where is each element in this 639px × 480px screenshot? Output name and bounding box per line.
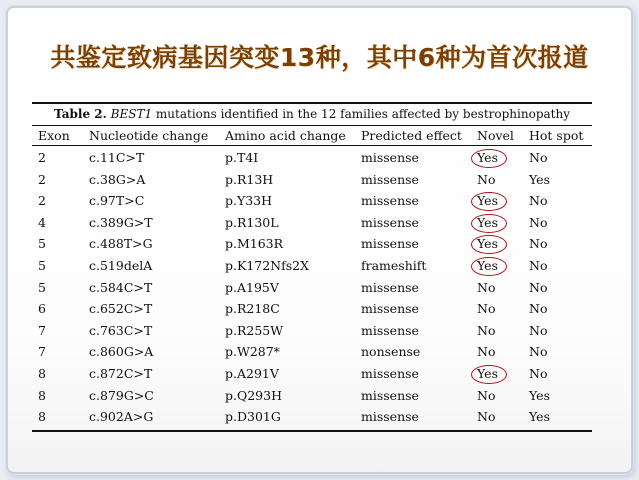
cell-novel: No (477, 301, 496, 317)
cell-nucleotide: c.389G>T (89, 214, 153, 230)
cell-amino: p.Q293H (225, 387, 282, 403)
cell-nucleotide: c.872C>T (89, 366, 153, 381)
cell-amino: p.K172Nfs2X (225, 258, 310, 273)
cell-amino: p.M163R (225, 236, 284, 252)
table-row (32, 385, 608, 407)
title-count-novel: 6 (417, 43, 436, 72)
cell-effect: nonsense (361, 344, 421, 360)
cell-amino: p.W287* (225, 344, 280, 360)
cell-exon: 8 (38, 409, 46, 425)
cell-effect: missense (361, 366, 419, 381)
cell-nucleotide: c.488T>G (89, 236, 153, 252)
cell-hotspot: No (529, 193, 548, 209)
title-part1: 共鉴定致病基因突变 (50, 43, 280, 72)
caption-text: mutations identified in the 12 families affected by bestrophinopathy (152, 107, 570, 121)
cell-effect: missense (361, 387, 419, 403)
header-nucleotide: Nucleotide change (89, 128, 209, 143)
table-row (32, 406, 608, 428)
cell-effect: missense (361, 301, 419, 317)
cell-exon: 2 (38, 193, 46, 209)
cell-novel-circled: Yes (477, 190, 498, 212)
cell-exon: 8 (38, 366, 46, 381)
cell-novel: No (477, 344, 496, 360)
cell-novel: No (477, 171, 496, 187)
cell-effect: missense (361, 322, 419, 338)
cell-novel: No (477, 409, 496, 425)
header-amino: Amino acid change (225, 128, 346, 143)
cell-effect: missense (361, 171, 419, 187)
table-row (32, 233, 608, 255)
cell-hotspot: No (529, 279, 548, 295)
table-row (32, 169, 608, 191)
cell-hotspot: No (529, 366, 548, 381)
cell-amino: p.Y33H (225, 193, 273, 209)
cell-hotspot: No (529, 301, 548, 317)
cell-novel: No (477, 279, 496, 295)
cell-amino: p.D301G (225, 409, 281, 425)
cell-exon: 7 (38, 322, 46, 338)
table-row (32, 298, 608, 320)
table-header-row (32, 126, 608, 145)
slide-title (0, 38, 639, 74)
cell-amino: p.R218C (225, 301, 280, 317)
cell-novel-circled: Yes (477, 147, 498, 169)
cell-nucleotide: c.38G>A (89, 171, 146, 187)
table-row (32, 277, 608, 299)
cell-exon: 2 (38, 150, 46, 165)
cell-hotspot: No (529, 322, 548, 338)
cell-nucleotide: c.11C>T (89, 150, 145, 165)
cell-hotspot: No (529, 214, 548, 230)
cell-nucleotide: c.902A>G (89, 409, 154, 425)
title-count-total: 13 (279, 43, 316, 72)
cell-amino: p.A195V (225, 279, 279, 295)
table-caption (32, 107, 592, 121)
cell-novel: No (477, 387, 496, 403)
table-row (32, 212, 608, 234)
table-row (32, 190, 608, 212)
cell-nucleotide: c.97T>C (89, 193, 145, 209)
table-row (32, 320, 608, 342)
table-row (32, 341, 608, 363)
cell-amino: p.R255W (225, 322, 284, 338)
table-row (32, 147, 608, 169)
header-hotspot: Hot spot (529, 128, 584, 143)
cell-exon: 5 (38, 236, 46, 252)
table-bottom-rule (32, 430, 592, 432)
cell-exon: 5 (38, 279, 46, 295)
cell-amino: p.R13H (225, 171, 274, 187)
cell-exon: 7 (38, 344, 46, 360)
title-part3: 种为首次报道 (435, 43, 589, 72)
cell-hotspot: No (529, 236, 548, 252)
header-effect: Predicted effect (361, 128, 462, 143)
cell-novel: No (477, 322, 496, 338)
cell-amino: p.A291V (225, 366, 279, 381)
cell-nucleotide: c.519delA (89, 258, 153, 273)
title-part2: 种，其中 (315, 43, 418, 72)
cell-effect: missense (361, 279, 419, 295)
cell-hotspot: Yes (529, 387, 550, 403)
cell-effect: missense (361, 409, 419, 425)
cell-novel-circled: Yes (477, 212, 498, 234)
table-top-rule (32, 102, 592, 104)
header-bottom-rule (32, 145, 592, 146)
cell-exon: 2 (38, 171, 46, 187)
cell-nucleotide: c.652C>T (89, 301, 153, 317)
cell-effect: missense (361, 214, 419, 230)
cell-novel-circled: Yes (477, 233, 498, 255)
cell-effect: missense (361, 236, 419, 252)
cell-hotspot: No (529, 344, 548, 360)
cell-hotspot: Yes (529, 409, 550, 425)
cell-nucleotide: c.860G>A (89, 344, 154, 360)
cell-nucleotide: c.584C>T (89, 279, 153, 295)
header-novel: Novel (477, 128, 514, 143)
cell-nucleotide: c.879G>C (89, 387, 154, 403)
cell-exon: 8 (38, 387, 46, 403)
table-row (32, 363, 608, 385)
cell-exon: 4 (38, 214, 46, 230)
cell-novel-circled: Yes (477, 255, 498, 277)
cell-exon: 6 (38, 301, 46, 317)
cell-novel-circled: Yes (477, 363, 498, 385)
cell-effect: frameshift (361, 258, 427, 273)
cell-exon: 5 (38, 258, 46, 273)
table-row (32, 255, 608, 277)
cell-amino: p.R130L (225, 214, 279, 230)
cell-effect: missense (361, 193, 419, 209)
caption-label: Table 2. (53, 107, 107, 121)
cell-amino: p.T4I (225, 150, 259, 165)
cell-nucleotide: c.763C>T (89, 322, 153, 338)
cell-hotspot: No (529, 150, 548, 165)
caption-gene: BEST1 (110, 107, 153, 121)
cell-hotspot: Yes (529, 171, 550, 187)
cell-hotspot: No (529, 258, 548, 273)
header-exon: Exon (38, 128, 70, 143)
cell-effect: missense (361, 150, 419, 165)
